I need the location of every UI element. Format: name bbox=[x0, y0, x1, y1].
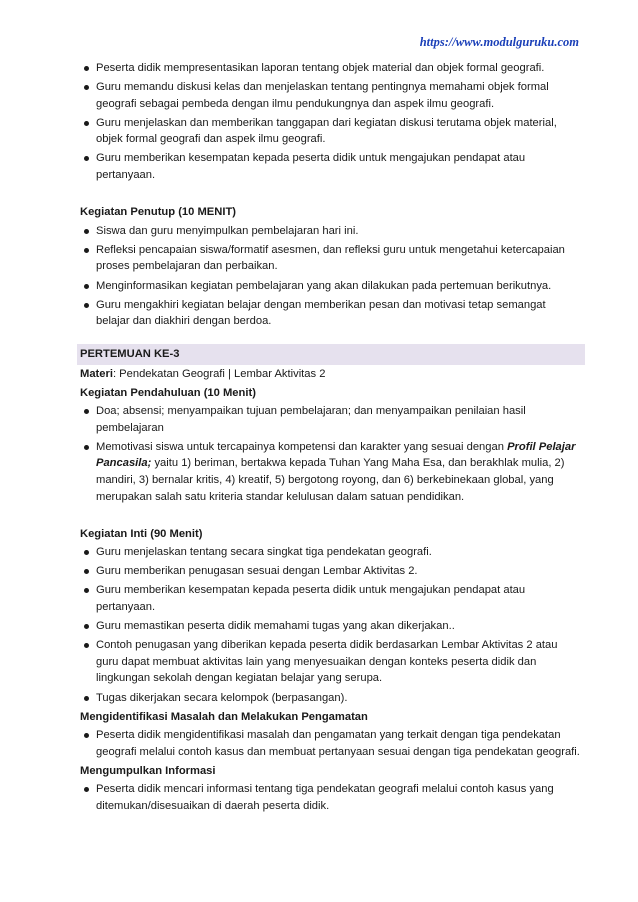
pendahuluan-list bbox=[80, 403, 582, 505]
list-item: Peserta didik mencari informasi tentang tiga pendekatan geografi melalui contoh kasus yang ditemukan/disesuaikan di daerah peserta didik. bbox=[80, 781, 582, 814]
list-item: Peserta didik mengidentifikasi masalah dan pengamatan yang terkait dengan tiga pendekatan geografi melalui contoh kasus dan membuat pertanyaan sesuai dengan tiga pendekatan geografi. bbox=[80, 727, 582, 760]
section-heading-identifikasi: Mengidentifikasi Masalah dan Melakukan Pengamatan bbox=[80, 710, 368, 723]
meeting-title: PERTEMUAN KE-3 bbox=[80, 348, 180, 361]
intro-list bbox=[80, 60, 582, 184]
section-heading-penutup: Kegiatan Penutup (10 MENIT) bbox=[80, 206, 237, 219]
list-item: Contoh penugasan yang diberikan kepada peserta didik berdasarkan Lembar Aktivitas 2 atau guru dapat membuat aktivitas lain yang menyesuaikan dengan konteks peserta didik dan lingkungan sekolah dengan kegiatan belajar yang serupa. bbox=[80, 637, 582, 687]
list-item: Menginformasikan kegiatan pembelajaran yang akan dilakukan pada pertemuan berikutnya. bbox=[80, 278, 582, 295]
materi-label: Materi bbox=[80, 367, 113, 380]
section-heading-inti: Kegiatan Inti (90 Menit) bbox=[80, 527, 203, 540]
materi-value: : Pendekatan Geografi | Lembar Aktivitas 2 bbox=[112, 367, 326, 380]
profil-pancasila-emphasis: Profil Pelajar Pancasila; bbox=[96, 440, 576, 470]
list-item: Peserta didik mempresentasikan laporan tentang objek material dan objek formal geografi. bbox=[80, 60, 582, 77]
list-item: Siswa dan guru menyimpulkan pembelajaran hari ini. bbox=[80, 223, 582, 240]
materi-row bbox=[80, 366, 582, 383]
list-item: Guru memandu diskusi kelas dan menjelaskan tentang pentingnya memahami objek formal geografi sebagai pembeda dengan ilmu pendukungnya dan aspek ilmu geografi. bbox=[80, 79, 582, 112]
list-item: Guru memastikan peserta didik memahami tugas yang akan dikerjakan.. bbox=[80, 618, 582, 635]
document-body bbox=[80, 60, 582, 817]
list-item-text: yaitu 1) beriman, bertakwa kepada Tuhan Yang Maha Esa, dan berakhlak mulia, 2) mandiri, 3) bernalar kritis, 4) kreatif, 5) bergotong royong, dan 6) berkebinekaan global, yang merupakan salah satu kriteria standar kelulusan dalam satuan pendidikan. bbox=[96, 457, 565, 503]
inti-list bbox=[80, 544, 582, 706]
list-item bbox=[80, 439, 582, 505]
list-item: Guru mengakhiri kegiatan belajar dengan memberikan pesan dan motivasi tetap semangat belajar dan diakhiri dengan berdoa. bbox=[80, 297, 582, 330]
penutup-list bbox=[80, 223, 582, 330]
list-item: Guru memberikan penugasan sesuai dengan Lembar Aktivitas 2. bbox=[80, 563, 582, 580]
informasi-list bbox=[80, 781, 582, 814]
list-item: Guru menjelaskan dan memberikan tanggapan dari kegiatan diskusi terutama objek material, objek formal geografi dan aspek ilmu geografi. bbox=[80, 115, 582, 148]
section-heading-informasi: Mengumpulkan Informasi bbox=[80, 764, 216, 777]
list-item: Doa; absensi; menyampaikan tujuan pembelajaran; dan menyampaikan penilaian hasil pembelajaran bbox=[80, 403, 582, 436]
list-item: Refleksi pencapaian siswa/formatif asesmen, dan refleksi guru untuk mengetahui ketercapaian proses pembelajaran dan perbaikan. bbox=[80, 242, 582, 275]
identifikasi-list bbox=[80, 727, 582, 760]
list-item: Tugas dikerjakan secara kelompok (berpasangan). bbox=[80, 690, 582, 707]
list-item-text: Memotivasi siswa untuk tercapainya kompetensi dan karakter yang sesuai dengan bbox=[96, 440, 508, 453]
header-url-link[interactable]: https://www.modulguruku.com bbox=[419, 35, 579, 49]
list-item: Guru memberikan kesempatan kepada peserta didik untuk mengajukan pendapat atau pertanyaan. bbox=[80, 582, 582, 615]
list-item: Guru memberikan kesempatan kepada peserta didik untuk mengajukan pendapat atau pertanyaan. bbox=[80, 150, 582, 183]
list-item: Guru menjelaskan tentang secara singkat tiga pendekatan geografi. bbox=[80, 544, 582, 561]
meeting-header-block bbox=[77, 344, 585, 365]
section-heading-pendahuluan: Kegiatan Pendahuluan (10 Menit) bbox=[80, 386, 256, 399]
